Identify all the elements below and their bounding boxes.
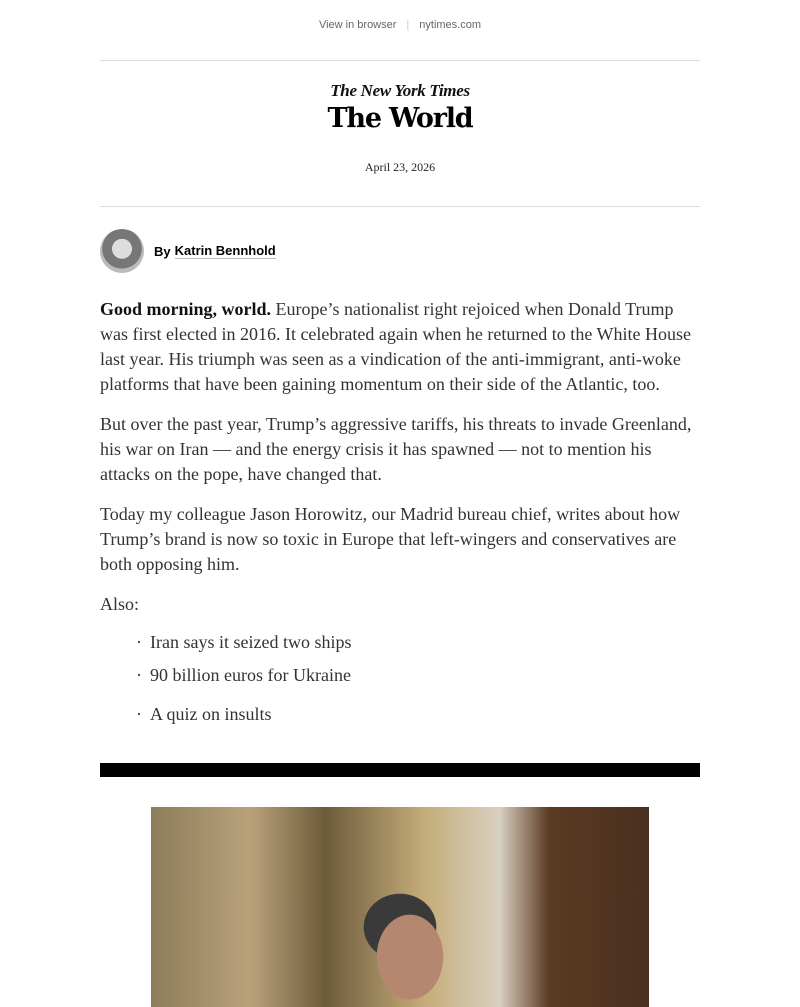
byline: [100, 207, 700, 295]
article-photo[interactable]: [151, 807, 649, 1007]
also-list: [100, 632, 700, 725]
list-item[interactable]: · 90 billion euros for Ukraine: [136, 665, 700, 686]
section-divider-bar: [100, 763, 700, 777]
paragraph: Today my colleague Jason Horowitz, our Madrid bureau chief, writes about how Trump’s brand is now so toxic in Europe that left-wingers and conservatives are both opposing him.: [100, 504, 681, 574]
separator: |: [406, 19, 410, 31]
author-avatar: [100, 229, 144, 273]
top-links: [100, 0, 700, 60]
byline-prefix: By: [154, 243, 171, 259]
nytimes-link[interactable]: nytimes.com: [419, 19, 482, 31]
paragraph: But over the past year, Trump’s aggressive tariffs, his threats to invade Greenland, his war on Iran — and the energy crisis it has spawned — not to mention his attacks on the pope, have changed that.: [100, 414, 692, 484]
intro-paragraph: [100, 297, 700, 397]
intro-text: Europe’s nationalist right rejoiced when Donald Trump was first elected in 2016. It celebrated again when he returned to the White House last year. His triumph was seen as a vindication of the anti-immigrant, anti-woke platforms that have been gaining momentum on their side of the Atlantic, too.: [100, 299, 691, 394]
newsletter: [100, 0, 700, 1007]
view-in-browser-link[interactable]: View in browser: [318, 19, 397, 31]
nyt-logo[interactable]: The New York Times: [330, 81, 470, 100]
also-label: Also:: [100, 594, 140, 614]
masthead: [100, 61, 700, 206]
list-item[interactable]: · A quiz on insults: [136, 704, 700, 725]
newsletter-title: The World: [327, 103, 473, 134]
greeting: Good morning, world.: [100, 299, 272, 319]
author-link[interactable]: Katrin Bennhold: [174, 243, 276, 258]
list-item[interactable]: · Iran says it seized two ships: [136, 632, 700, 653]
newsletter-date: April 23, 2026: [364, 160, 436, 174]
